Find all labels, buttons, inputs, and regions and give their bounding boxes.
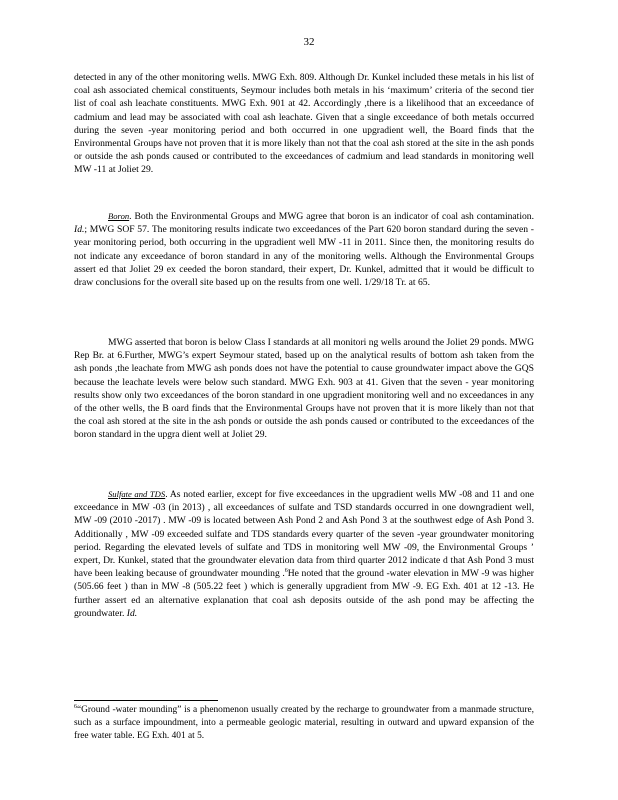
paragraph-text: . Both the Environmental Groups and MWG agree that boron is an indicator of coal ash contamination.	[129, 211, 534, 222]
paragraph-text: MWG asserted that boron is below Class I standards at all monitori ng wells around the Joliet 29 ponds. MWG Rep Br. at 6.Further, MWG’s expert Seymour stated, based up on the analytical results of bottom ash taken from the ash ponds ,the leachate from MWG ash ponds does not have the potential to cause groundwater impact above the GQS because the leachate levels were below such standard. MWG Exh. 903 at 41. Given that the seven - year monitoring results show only two exceedances of the boron standard in one upgradient monitoring well and no exceedances in any of the other wells, the B oard finds that the Environmental Groups have not proven that it is more likely than not that the coal ash stored at the site in the ash ponds or outside the ash ponds caused or contributed to the exceedances of the boron standard in the upgra dient well at Joliet 29.	[74, 337, 534, 441]
section-heading-boron: Boron	[108, 211, 130, 221]
footnote	[74, 704, 534, 744]
paragraph-text: . As noted earlier, except for five exceedances in the upgradient wells MW -08 and 11 and one exceedance in MW -03 (in 2013) , all exceedances of sulfate and TSD standards occurred in one downgradient well, MW -09 (2010 -2017) . MW -09 is located between Ash Pond 2 and Ash Pond 3 at the southwest edge of Ash Pond 3. Additionally , MW -09 exceeded sulfate and TDS standards every quarter of the seven -year groundwater monitoring period. Regarding the elevated levels of sulfate and TDS in monitoring well MW -09, the Environmental Groups ’ expert, Dr. Kunkel, stated that the groundwater elevation data from third quarter 2012 indicate d that Ash Pond 3 must have been leaking because of groundwater mounding .	[74, 489, 534, 580]
paragraph-text: ; MWG SOF 57. The monitoring results indicate two exceedances of the Part 620 boron standard during the seven -year monitoring period, both occurring in the upgradient well MW -11 in 2011. Since then, the monitoring results do not indicate any exceedance of boron standard in any of the monitoring wells. Although the Environmental Groups assert ed that Joliet 29 ex ceeded the boron standard, their expert, Dr. Kunkel, admitted that it would be difficult to draw conclusions for the overall site based up on the results from one well. 1/29/18 Tr. at 65.	[74, 224, 534, 289]
paragraph-boron	[74, 210, 534, 289]
page-number: 32	[303, 36, 315, 48]
paragraph-cadmium-lead	[74, 71, 534, 177]
paragraph-text: He noted that the ground -water elevation in MW -9 was higher (505.66 feet ) than in MW -8 (505.22 feet ) which is generally upgradient from MW -9. EG Exh. 401 at 12 -13. He further assert ed an alternative explanation that coal ash deposits outside of the ash pond may be affecting the groundwater.	[74, 568, 534, 619]
citation-id: Id.	[74, 224, 85, 236]
paragraph-boron-conclusion	[74, 336, 534, 442]
footnote-text: “Ground -water mounding” is a phenomenon usually created by the recharge to groundwater from a manmade structure, such as a surface impoundment, into a permeable geologic material, resulting in outward and upward expansion of the free water table. EG Exh. 401 at 5.	[74, 705, 534, 742]
footnote-reference: 6	[284, 568, 288, 575]
footnote-number: 6	[74, 703, 77, 710]
section-heading-sulfate-tds: Sulfate and TDS	[108, 489, 166, 499]
footnote-divider	[74, 700, 218, 701]
paragraph-text: detected in any of the other monitoring wells. MWG Exh. 809. Although Dr. Kunkel included these metals in his list of coal ash associated chemical constituents, Seymour includes both metals in his ‘maximum’ criteria of the second tier list of coal ash leachate constituents. MWG Exh. 901 at 42. Accordingly ,there is a likelihood that an exceedance of cadmium and lead may be associated with coal ash leachate. Given that a single exceedance of both metals occurred during the seven -year monitoring period and both occurred in one upgradient well, the Board finds that the Environmental Groups have not proven that it is more likely than not that the coal ash stored at the site in the ash ponds or outside the ash ponds caused or contributed to the exceedances of cadmium and lead standards in monitoring well MW -11 at Joliet 29.	[74, 72, 534, 176]
paragraph-sulfate-tds	[74, 488, 534, 620]
citation-id: Id.	[126, 607, 138, 619]
